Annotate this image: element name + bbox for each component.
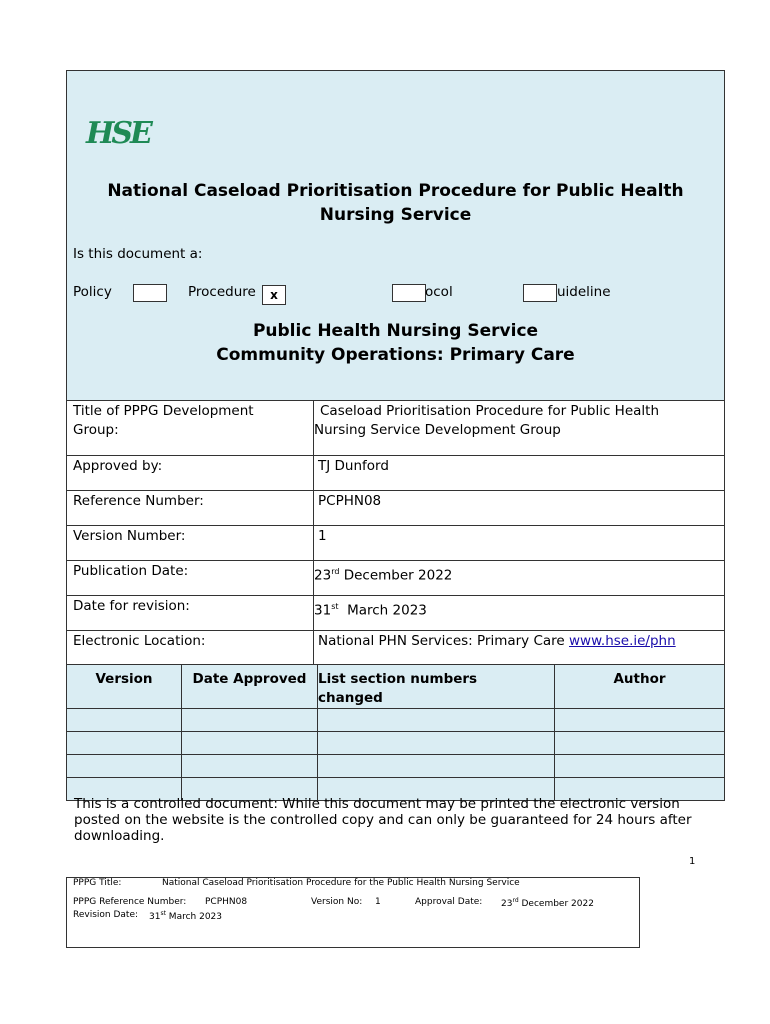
date-approved-column-header: Date Approved — [182, 665, 318, 709]
reference-value: PCPHN08 — [314, 491, 725, 526]
revision-value: 31st March 2023 — [314, 596, 725, 631]
table-row — [67, 596, 725, 631]
page-number: 1 — [689, 856, 696, 867]
footer-revision-label: Revision Date: — [73, 910, 139, 920]
publication-label: Publication Date: — [67, 561, 314, 596]
footer-ref-value: PCPHN08 — [205, 897, 248, 907]
table-row — [67, 456, 725, 491]
footer-version-label: Version No: — [311, 897, 363, 907]
table-row — [67, 631, 725, 666]
procedure-label: Procedure — [188, 284, 256, 300]
guideline-checkbox[interactable] — [523, 284, 557, 302]
approved-label: Approved by: — [67, 456, 314, 491]
sections-changed-column-header: List section numbers changed — [318, 665, 555, 709]
document-type-row — [73, 282, 713, 306]
table-row — [67, 401, 725, 456]
footer-approval-label: Approval Date: — [415, 897, 483, 907]
footer-ref-label: PPPG Reference Number: — [73, 897, 187, 907]
approved-value: TJ Dunford — [314, 456, 725, 491]
table-row — [67, 732, 725, 755]
title-group-label: Title of PPPG Development Group: — [67, 401, 314, 456]
document-title: National Caseload Prioritisation Procedure for Public Health Nursing Service — [107, 181, 684, 225]
document-type-question: Is this document a: — [73, 246, 203, 262]
author-column-header: Author — [555, 665, 725, 709]
location-value: National PHN Services: Primary Care www.hse.ie/phn — [314, 631, 725, 666]
version-value: 1 — [314, 526, 725, 561]
footer-title-value: National Caseload Prioritisation Procedure for the Public Health Nursing Service — [162, 878, 520, 888]
service-heading: Public Health Nursing Service Community Operations: Primary Care — [216, 321, 575, 365]
procedure-checkbox[interactable]: x — [262, 285, 286, 305]
table-row — [67, 526, 725, 561]
version-history-table — [66, 664, 725, 801]
footer-title-label: PPPG Title: — [73, 878, 122, 888]
svg-text:HSE: HSE — [86, 116, 150, 151]
controlled-document-note: This is a controlled document: While this document may be printed the electronic version posted on the website is the controlled copy and can only be guaranteed for 24 hours after downloading. — [74, 796, 692, 844]
table-row — [67, 491, 725, 526]
footer-revision-value: 31st March 2023 — [149, 910, 222, 922]
version-column-header: Version — [67, 665, 182, 709]
hse-logo — [85, 111, 150, 151]
table-header-row — [67, 665, 725, 709]
publication-value: 23rd December 2022 — [314, 561, 725, 596]
title-group-value: Caseload Prioritisation Procedure for Public Health Nursing Service Development Group — [314, 401, 725, 456]
footer-approval-value: 23rd December 2022 — [501, 897, 594, 909]
table-row — [67, 709, 725, 732]
document-info-table — [66, 400, 725, 666]
revision-label: Date for revision: — [67, 596, 314, 631]
version-label: Version Number: — [67, 526, 314, 561]
guideline-label: uideline — [557, 284, 611, 300]
footer-version-value: 1 — [375, 897, 381, 907]
location-label: Electronic Location: — [67, 631, 314, 666]
header-box — [66, 70, 725, 401]
protocol-checkbox[interactable] — [392, 284, 426, 302]
protocol-label: ocol — [425, 284, 453, 300]
page-footer — [66, 877, 640, 948]
table-row — [67, 561, 725, 596]
table-row — [67, 755, 725, 778]
policy-checkbox[interactable] — [133, 284, 167, 302]
phn-link[interactable]: www.hse.ie/phn — [569, 633, 676, 649]
policy-label: Policy — [73, 284, 112, 300]
reference-label: Reference Number: — [67, 491, 314, 526]
